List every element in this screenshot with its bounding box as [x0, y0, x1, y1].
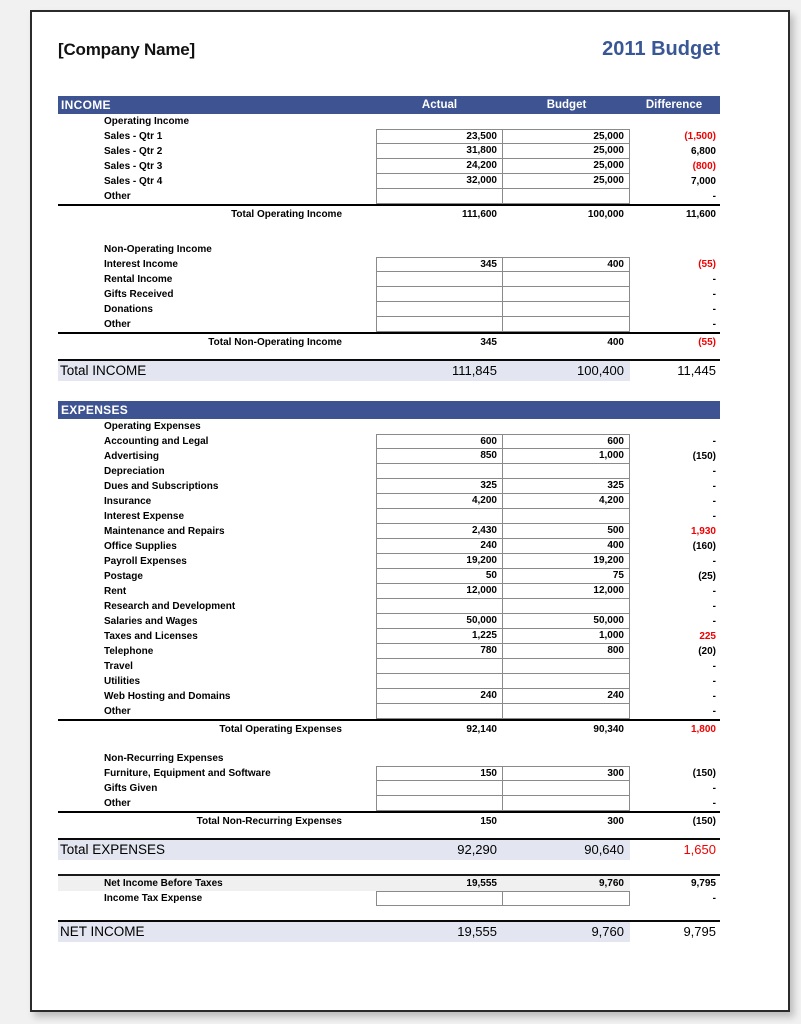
row-label-other: Other [104, 191, 131, 202]
actual-cell-sales-qtr-4[interactable]: 32,000 [376, 174, 503, 189]
budget-cell-wrap [503, 479, 630, 494]
budget-cell-payroll-expenses[interactable]: 19,200 [502, 554, 630, 569]
budget-cell-other[interactable] [502, 796, 630, 811]
actual-cell-wrap [376, 287, 503, 302]
row-label-maintenance-and-repairs: Maintenance and Repairs [104, 526, 225, 537]
actual-cell-other[interactable] [376, 189, 503, 204]
actual-cell-furniture-equipment-and-software[interactable]: 150 [376, 766, 503, 781]
actual-total-total-expenses: 92,290 [376, 840, 503, 860]
spacer-row [58, 829, 720, 838]
subtotal-row-total-operating-expenses [58, 719, 720, 737]
actual-cell-wrap [376, 554, 503, 569]
budget-cell-sales-qtr-3[interactable]: 25,000 [502, 159, 630, 174]
actual-cell-wrap [376, 614, 503, 629]
actual-cell-wrap [376, 317, 503, 332]
item-row-other [58, 317, 720, 332]
row-label-income-tax-expense: Income Tax Expense [104, 893, 203, 904]
actual-total-total-income: 111,845 [376, 361, 503, 381]
budget-cell-research-and-development[interactable] [502, 599, 630, 614]
actual-cell-wrap [376, 766, 503, 781]
budget-cell-wrap [503, 509, 630, 524]
item-row-rental-income [58, 272, 720, 287]
item-row-advertising [58, 449, 720, 464]
column-header-actual: Actual [421, 99, 458, 111]
difference-value-furniture-equipment-and-software: (150) [692, 768, 716, 779]
row-label-rental-income: Rental Income [104, 274, 173, 285]
row-label-rent: Rent [104, 586, 127, 597]
row-label-web-hosting-and-domains: Web Hosting and Domains [104, 691, 231, 702]
budget-cell-wrap [503, 781, 630, 796]
difference-total-total-expenses: 1,650 [683, 842, 716, 857]
section-row-expenses [58, 401, 720, 419]
row-label-total-non-operating-income: Total Non-Operating Income [208, 336, 342, 348]
item-row-salaries-and-wages [58, 614, 720, 629]
difference-value-utilities: - [712, 676, 716, 687]
difference-total-total-non-operating-income: (55) [698, 336, 716, 348]
budget-cell-wrap [503, 644, 630, 659]
row-label-operating-income: Operating Income [104, 116, 190, 127]
budget-total-total-income: 100,400 [503, 361, 630, 381]
difference-total-net-income: 9,795 [683, 924, 716, 939]
item-row-dues-and-subscriptions [58, 479, 720, 494]
row-label-total-income: Total INCOME [58, 361, 376, 381]
difference-value-other: - [712, 706, 716, 717]
budget-cell-wrap [503, 434, 630, 449]
budget-cell-wrap [503, 891, 630, 906]
subtotal-row-total-non-operating-income [58, 332, 720, 350]
row-label-gifts-given: Gifts Given [104, 783, 158, 794]
actual-cell-other[interactable] [376, 704, 503, 719]
row-label-net-income-before-taxes: Net Income Before Taxes [58, 876, 376, 891]
section-title-income: INCOME [61, 98, 111, 112]
item-row-interest-expense [58, 509, 720, 524]
item-row-insurance [58, 494, 720, 509]
item-row-research-and-development [58, 599, 720, 614]
spacer-row [58, 381, 720, 401]
budget-cell-rent[interactable]: 12,000 [502, 584, 630, 599]
budget-cell-salaries-and-wages[interactable]: 50,000 [502, 614, 630, 629]
budget-cell-telephone[interactable]: 800 [502, 644, 630, 659]
difference-value-sales-qtr-2: 6,800 [690, 146, 716, 157]
group-row-operating-income [58, 114, 720, 129]
group-row-operating-expenses [58, 419, 720, 434]
actual-cell-insurance[interactable]: 4,200 [376, 494, 503, 509]
budget-cell-insurance[interactable]: 4,200 [502, 494, 630, 509]
difference-total-net-income-before-taxes: 9,795 [690, 878, 716, 889]
actual-cell-wrap [376, 144, 503, 159]
budget-table [58, 96, 720, 942]
budget-cell-donations[interactable] [502, 302, 630, 317]
actual-total-net-income-before-taxes: 19,555 [376, 876, 503, 891]
actual-cell-depreciation[interactable] [376, 464, 503, 479]
difference-value-advertising: (150) [692, 451, 716, 462]
actual-cell-wrap [376, 509, 503, 524]
budget-cell-wrap [503, 129, 630, 144]
actual-cell-income-tax-expense[interactable] [376, 891, 503, 906]
actual-cell-sales-qtr-2[interactable]: 31,800 [376, 144, 503, 159]
difference-value-taxes-and-licenses: 225 [699, 631, 716, 642]
budget-cell-taxes-and-licenses[interactable]: 1,000 [502, 629, 630, 644]
budget-cell-accounting-and-legal[interactable]: 600 [502, 434, 630, 449]
actual-cell-travel[interactable] [376, 659, 503, 674]
budget-cell-wrap [503, 524, 630, 539]
actual-cell-wrap [376, 174, 503, 189]
budget-cell-interest-expense[interactable] [502, 509, 630, 524]
item-row-gifts-given [58, 781, 720, 796]
item-row-gifts-received [58, 287, 720, 302]
actual-cell-sales-qtr-3[interactable]: 24,200 [376, 159, 503, 174]
item-row-accounting-and-legal [58, 434, 720, 449]
group-row-non-operating-income [58, 242, 720, 257]
item-row-payroll-expenses [58, 554, 720, 569]
difference-value-salaries-and-wages: - [712, 616, 716, 627]
difference-value-sales-qtr-4: 7,000 [690, 176, 716, 187]
difference-value-donations: - [712, 304, 716, 315]
row-label-depreciation: Depreciation [104, 466, 165, 477]
document-page [30, 10, 790, 1012]
row-label-net-income: NET INCOME [58, 922, 376, 942]
actual-cell-wrap [376, 689, 503, 704]
actual-cell-wrap [376, 189, 503, 204]
row-label-total-expenses: Total EXPENSES [58, 840, 376, 860]
actual-cell-postage[interactable]: 50 [376, 569, 503, 584]
budget-cell-wrap [503, 584, 630, 599]
row-label-gifts-received: Gifts Received [104, 289, 174, 300]
budget-cell-wrap [503, 159, 630, 174]
item-row-income-tax-expense [58, 891, 720, 906]
row-label-non-operating-income: Non-Operating Income [104, 244, 212, 255]
budget-cell-other[interactable] [502, 704, 630, 719]
item-row-taxes-and-licenses [58, 629, 720, 644]
budget-cell-wrap [503, 302, 630, 317]
budget-cell-advertising[interactable]: 1,000 [502, 449, 630, 464]
actual-cell-taxes-and-licenses[interactable]: 1,225 [376, 629, 503, 644]
item-row-rent [58, 584, 720, 599]
item-row-postage [58, 569, 720, 584]
row-label-salaries-and-wages: Salaries and Wages [104, 616, 198, 627]
actual-cell-wrap [376, 659, 503, 674]
budget-cell-gifts-received[interactable] [502, 287, 630, 302]
budget-total-net-income: 9,760 [503, 922, 630, 942]
difference-value-office-supplies: (160) [692, 541, 716, 552]
page-content [32, 12, 788, 942]
row-label-dues-and-subscriptions: Dues and Subscriptions [104, 481, 219, 492]
difference-value-gifts-given: - [712, 783, 716, 794]
budget-total-total-expenses: 90,640 [503, 840, 630, 860]
budget-cell-wrap [503, 614, 630, 629]
difference-value-postage: (25) [698, 571, 716, 582]
actual-cell-other[interactable] [376, 796, 503, 811]
difference-value-insurance: - [712, 496, 716, 507]
actual-cell-wrap [376, 524, 503, 539]
budget-cell-sales-qtr-1[interactable]: 25,000 [502, 129, 630, 144]
budget-total-net-income-before-taxes: 9,760 [503, 876, 630, 891]
actual-cell-office-supplies[interactable]: 240 [376, 539, 503, 554]
actual-cell-wrap [376, 159, 503, 174]
budget-cell-wrap [503, 144, 630, 159]
actual-cell-wrap [376, 302, 503, 317]
difference-value-gifts-received: - [712, 289, 716, 300]
budget-cell-postage[interactable]: 75 [502, 569, 630, 584]
actual-total-total-non-recurring-expenses: 150 [480, 815, 497, 827]
actual-cell-wrap [376, 704, 503, 719]
budget-cell-wrap [503, 449, 630, 464]
budget-cell-depreciation[interactable] [502, 464, 630, 479]
budget-cell-wrap [503, 569, 630, 584]
difference-value-dues-and-subscriptions: - [712, 481, 716, 492]
row-label-sales-qtr-2: Sales - Qtr 2 [104, 146, 163, 157]
subtotal-row-total-operating-income [58, 204, 720, 222]
column-header-difference: Difference [645, 99, 703, 111]
actual-cell-maintenance-and-repairs[interactable]: 2,430 [376, 524, 503, 539]
row-label-sales-qtr-3: Sales - Qtr 3 [104, 161, 163, 172]
row-label-other: Other [104, 706, 131, 717]
row-label-travel: Travel [104, 661, 133, 672]
budget-cell-wrap [503, 257, 630, 272]
spacer-row [58, 222, 720, 242]
actual-cell-wrap [376, 891, 503, 906]
actual-cell-accounting-and-legal[interactable]: 600 [376, 434, 503, 449]
budget-cell-wrap [503, 189, 630, 204]
difference-total-total-operating-income: 11,600 [685, 208, 716, 220]
actual-cell-wrap [376, 464, 503, 479]
row-label-total-non-recurring-expenses: Total Non-Recurring Expenses [196, 815, 342, 827]
difference-value-web-hosting-and-domains: - [712, 691, 716, 702]
item-row-other [58, 189, 720, 204]
budget-cell-dues-and-subscriptions[interactable]: 325 [502, 479, 630, 494]
row-label-donations: Donations [104, 304, 153, 315]
actual-cell-donations[interactable] [376, 302, 503, 317]
difference-value-rent: - [712, 586, 716, 597]
budget-cell-furniture-equipment-and-software[interactable]: 300 [502, 766, 630, 781]
actual-cell-research-and-development[interactable] [376, 599, 503, 614]
document-title: 2011 Budget [602, 38, 720, 60]
row-label-total-operating-income: Total Operating Income [231, 208, 342, 220]
budget-cell-wrap [503, 704, 630, 719]
row-label-furniture-equipment-and-software: Furniture, Equipment and Software [104, 768, 271, 779]
spacer-row [58, 906, 720, 920]
row-label-advertising: Advertising [104, 451, 160, 462]
actual-cell-telephone[interactable]: 780 [376, 644, 503, 659]
difference-value-other: - [712, 798, 716, 809]
spacer-row [58, 860, 720, 874]
section-title-expenses: EXPENSES [61, 403, 129, 417]
row-label-utilities: Utilities [104, 676, 141, 687]
item-row-office-supplies [58, 539, 720, 554]
difference-total-total-non-recurring-expenses: (150) [692, 815, 716, 827]
budget-cell-utilities[interactable] [502, 674, 630, 689]
grandtotal-row-total-expenses [58, 838, 720, 860]
item-row-utilities [58, 674, 720, 689]
actual-cell-interest-income[interactable]: 345 [376, 257, 503, 272]
row-label-interest-income: Interest Income [104, 259, 178, 270]
section-row-income [58, 96, 720, 114]
budget-cell-wrap [503, 689, 630, 704]
actual-cell-gifts-given[interactable] [376, 781, 503, 796]
difference-value-income-tax-expense: - [712, 893, 716, 904]
actual-cell-wrap [376, 584, 503, 599]
actual-cell-utilities[interactable] [376, 674, 503, 689]
budget-cell-wrap [503, 287, 630, 302]
actual-cell-wrap [376, 449, 503, 464]
item-row-donations [58, 302, 720, 317]
row-label-telephone: Telephone [104, 646, 154, 657]
budget-cell-wrap [503, 766, 630, 781]
row-label-research-and-development: Research and Development [104, 601, 236, 612]
row-label-insurance: Insurance [104, 496, 152, 507]
budget-cell-wrap [503, 539, 630, 554]
difference-value-accounting-and-legal: - [712, 436, 716, 447]
item-row-depreciation [58, 464, 720, 479]
row-label-postage: Postage [104, 571, 143, 582]
actual-cell-advertising[interactable]: 850 [376, 449, 503, 464]
actual-cell-salaries-and-wages[interactable]: 50,000 [376, 614, 503, 629]
grandtotal-row-total-income [58, 359, 720, 381]
row-label-interest-expense: Interest Expense [104, 511, 185, 522]
actual-cell-wrap [376, 272, 503, 287]
budget-cell-wrap [503, 659, 630, 674]
difference-value-sales-qtr-3: (800) [692, 161, 716, 172]
budget-cell-office-supplies[interactable]: 400 [502, 539, 630, 554]
difference-value-maintenance-and-repairs: 1,930 [690, 526, 716, 537]
row-label-sales-qtr-4: Sales - Qtr 4 [104, 176, 163, 187]
budget-cell-rental-income[interactable] [502, 272, 630, 287]
difference-value-telephone: (20) [698, 646, 716, 657]
row-label-taxes-and-licenses: Taxes and Licenses [104, 631, 198, 642]
row-label-other: Other [104, 798, 131, 809]
spacer-row [58, 737, 720, 751]
budget-cell-wrap [503, 174, 630, 189]
budget-cell-gifts-given[interactable] [502, 781, 630, 796]
budget-cell-sales-qtr-2[interactable]: 25,000 [502, 144, 630, 159]
actual-cell-dues-and-subscriptions[interactable]: 325 [376, 479, 503, 494]
budget-cell-wrap [503, 796, 630, 811]
item-row-telephone [58, 644, 720, 659]
row-label-accounting-and-legal: Accounting and Legal [104, 436, 209, 447]
budget-cell-sales-qtr-4[interactable]: 25,000 [502, 174, 630, 189]
difference-total-total-income: 11,445 [677, 363, 716, 378]
difference-value-payroll-expenses: - [712, 556, 716, 567]
budget-total-total-operating-expenses: 90,340 [593, 723, 624, 735]
row-label-payroll-expenses: Payroll Expenses [104, 556, 187, 567]
actual-cell-other[interactable] [376, 317, 503, 332]
difference-value-interest-expense: - [712, 511, 716, 522]
actual-cell-payroll-expenses[interactable]: 19,200 [376, 554, 503, 569]
item-row-sales-qtr-3 [58, 159, 720, 174]
item-row-sales-qtr-2 [58, 144, 720, 159]
spacer-row [58, 350, 720, 359]
item-row-furniture-equipment-and-software [58, 766, 720, 781]
actual-cell-wrap [376, 434, 503, 449]
actual-cell-wrap [376, 781, 503, 796]
row-label-operating-expenses: Operating Expenses [104, 421, 201, 432]
row-label-non-recurring-expenses: Non-Recurring Expenses [104, 753, 224, 764]
actual-cell-sales-qtr-1[interactable]: 23,500 [376, 129, 503, 144]
grandtotal-row-net-income [58, 920, 720, 942]
difference-value-rental-income: - [712, 274, 716, 285]
pretax-row-net-income-before-taxes [58, 874, 720, 891]
budget-cell-travel[interactable] [502, 659, 630, 674]
actual-total-total-non-operating-income: 345 [480, 336, 497, 348]
row-label-total-operating-expenses: Total Operating Expenses [219, 723, 342, 735]
row-label-sales-qtr-1: Sales - Qtr 1 [104, 131, 163, 142]
actual-cell-wrap [376, 644, 503, 659]
difference-value-travel: - [712, 661, 716, 672]
budget-cell-wrap [503, 629, 630, 644]
row-label-office-supplies: Office Supplies [104, 541, 177, 552]
difference-value-other: - [712, 319, 716, 330]
actual-total-total-operating-expenses: 92,140 [466, 723, 497, 735]
column-header-budget: Budget [546, 99, 587, 111]
budget-cell-web-hosting-and-domains[interactable]: 240 [502, 689, 630, 704]
budget-cell-wrap [503, 554, 630, 569]
actual-cell-wrap [376, 599, 503, 614]
actual-cell-wrap [376, 257, 503, 272]
item-row-travel [58, 659, 720, 674]
item-row-web-hosting-and-domains [58, 689, 720, 704]
subtotal-row-total-non-recurring-expenses [58, 811, 720, 829]
actual-cell-wrap [376, 129, 503, 144]
budget-cell-other[interactable] [502, 317, 630, 332]
company-name: [Company Name] [58, 40, 196, 59]
item-row-other [58, 704, 720, 719]
budget-total-total-non-operating-income: 400 [607, 336, 624, 348]
budget-cell-wrap [503, 464, 630, 479]
item-row-interest-income [58, 257, 720, 272]
actual-cell-wrap [376, 796, 503, 811]
budget-cell-maintenance-and-repairs[interactable]: 500 [502, 524, 630, 539]
budget-cell-wrap [503, 599, 630, 614]
item-row-sales-qtr-1 [58, 129, 720, 144]
actual-cell-wrap [376, 629, 503, 644]
actual-cell-wrap [376, 494, 503, 509]
budget-cell-wrap [503, 494, 630, 509]
group-row-non-recurring-expenses [58, 751, 720, 766]
difference-value-sales-qtr-1: (1,500) [684, 131, 716, 142]
budget-cell-other[interactable] [502, 189, 630, 204]
budget-cell-wrap [503, 317, 630, 332]
actual-cell-wrap [376, 674, 503, 689]
difference-value-other: - [712, 191, 716, 202]
actual-cell-wrap [376, 479, 503, 494]
actual-cell-gifts-received[interactable] [376, 287, 503, 302]
budget-total-total-operating-income: 100,000 [587, 208, 624, 220]
document-header [58, 38, 720, 70]
difference-value-interest-income: (55) [698, 259, 716, 270]
actual-total-total-operating-income: 111,600 [461, 208, 497, 220]
item-row-maintenance-and-repairs [58, 524, 720, 539]
budget-cell-income-tax-expense[interactable] [502, 891, 630, 906]
difference-value-depreciation: - [712, 466, 716, 477]
budget-total-total-non-recurring-expenses: 300 [607, 815, 624, 827]
budget-cell-interest-income[interactable]: 400 [502, 257, 630, 272]
difference-value-research-and-development: - [712, 601, 716, 612]
difference-total-total-operating-expenses: 1,800 [690, 723, 716, 735]
item-row-sales-qtr-4 [58, 174, 720, 189]
actual-total-net-income: 19,555 [376, 922, 503, 942]
actual-cell-interest-expense[interactable] [376, 509, 503, 524]
row-label-other: Other [104, 319, 131, 330]
actual-cell-wrap [376, 569, 503, 584]
actual-cell-web-hosting-and-domains[interactable]: 240 [376, 689, 503, 704]
budget-cell-wrap [503, 674, 630, 689]
actual-cell-rental-income[interactable] [376, 272, 503, 287]
actual-cell-rent[interactable]: 12,000 [376, 584, 503, 599]
budget-cell-wrap [503, 272, 630, 287]
item-row-other [58, 796, 720, 811]
actual-cell-wrap [376, 539, 503, 554]
